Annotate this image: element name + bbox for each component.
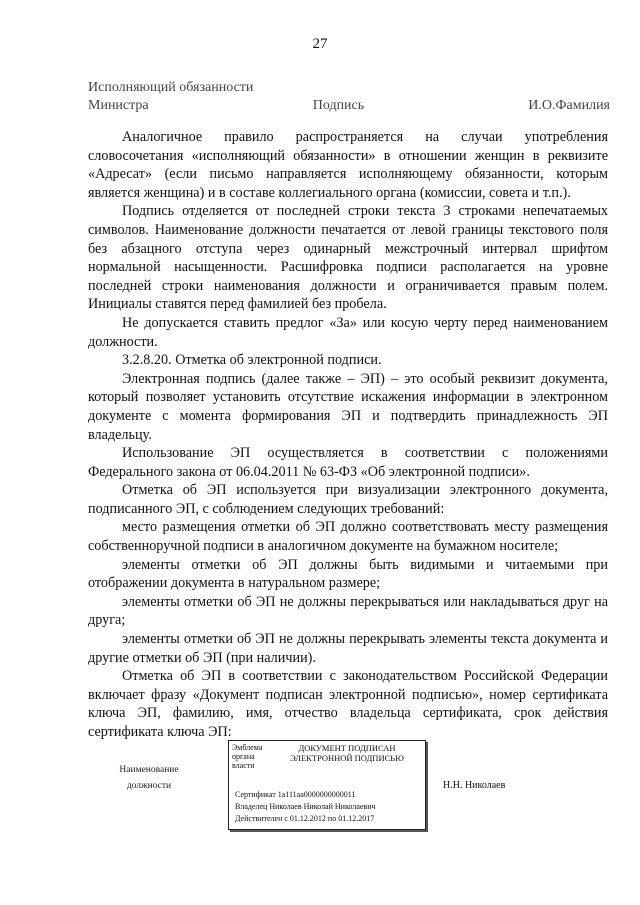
es-signer-name: Н.Н. Николаев <box>443 780 506 791</box>
es-position-line1: Наименование <box>119 765 179 775</box>
paragraph: Аналогичное правило распространяется на случаи употребления словосочетания «исполняющий обязанности» в отношении женщин в реквизите «Адресат» (если письмо направляется исполняющему обязанности, которым является женщина) и в составе коллегиального органа (комиссии, совета и т.п.). <box>88 129 608 201</box>
section-heading: 3.2.8.20. Отметка об электронной подписи. <box>122 352 382 369</box>
es-position-line2: должности <box>126 781 172 791</box>
paragraph: Использование ЭП осуществляется в соответствии с положениями Федерального закона от 06.04.2011 № 63-ФЗ «Об электронной подписи». <box>88 445 608 480</box>
signature-position-line1: Исполняющий обязанности <box>88 80 254 95</box>
es-stamp-title-line1: ДОКУМЕНТ ПОДПИСАН <box>298 743 396 753</box>
es-owner: Владелец Николаев Николай Николаевич <box>235 802 376 811</box>
body-text <box>88 128 608 742</box>
es-stamp <box>228 740 426 830</box>
signature-line <box>88 96 610 116</box>
es-stamp-title <box>273 743 421 763</box>
emblem-placeholder: Эмблема органа власти <box>232 743 263 770</box>
es-certificate: Сертификат 1a111aa0000000000011 <box>235 790 356 799</box>
requirement-item: элементы отметки об ЭП не должны перекрываться или накладываться друг на друга; <box>88 593 608 629</box>
signature-placeholder: Подпись <box>312 98 365 113</box>
es-position-title <box>108 762 190 794</box>
electronic-signature-example <box>88 740 608 840</box>
requirement-item: элементы отметки об ЭП должны быть видимыми и читаемыми при отображении документа в натуральном размере; <box>88 556 608 592</box>
paragraph: Отметка об ЭП в соответствии с законодательством Российской Федерации включает фразу «Документ подписан электронной подписью», номер сертификата ключа ЭП, фамилию, имя, отчество владельца сертификата, срок действия сертификата ключа ЭП: <box>88 668 608 740</box>
paragraph: Не допускается ставить предлог «За» или косую черту перед наименованием должности. <box>88 314 608 350</box>
es-stamp-title-line2: ЭЛЕКТРОННОЙ ПОДПИСЬЮ <box>290 753 404 763</box>
signature-example <box>88 80 610 116</box>
paragraph: Электронная подпись (далее также – ЭП) – это особый реквизит документа, который позволяет установить отсутствие искажения информации в электронном документе с момента формирования ЭП и подтвердить принадлежность ЭП владельцу. <box>88 370 608 443</box>
requirement-item: элементы отметки об ЭП не должны перекрывать элементы текста документа и другие отметки об ЭП (при наличии). <box>88 631 608 666</box>
paragraph: Отметка об ЭП используется при визуализации электронного документа, подписанного ЭП, с соблюдением следующих требований: <box>88 482 608 517</box>
es-valid: Действителен с 01.12.2012 по 01.12.2017 <box>235 814 375 823</box>
requirement-item: место размещения отметки об ЭП должно соответствовать месту размещения собственноручной подписи в аналогичном документе на бумажном носителе; <box>88 519 608 555</box>
signature-position-line2: Министра <box>88 98 149 113</box>
es-certificate-info <box>235 789 421 825</box>
paragraph: Подпись отделяется от последней строки текста 3 строками непечатаемых символов. Наименование должности печатается от левой границы текстового поля без абзацного отступа через одинарный межстрочный интервал шрифтом нормальной насыщенности. Расшифровка подписи располагается на уровне последней строки наименования должности и ограничивается правым полем. Инициалы ставятся перед фамилией без пробела. <box>88 203 608 313</box>
page-number: 27 <box>312 36 328 52</box>
signature-name: И.О.Фамилия <box>528 98 610 113</box>
